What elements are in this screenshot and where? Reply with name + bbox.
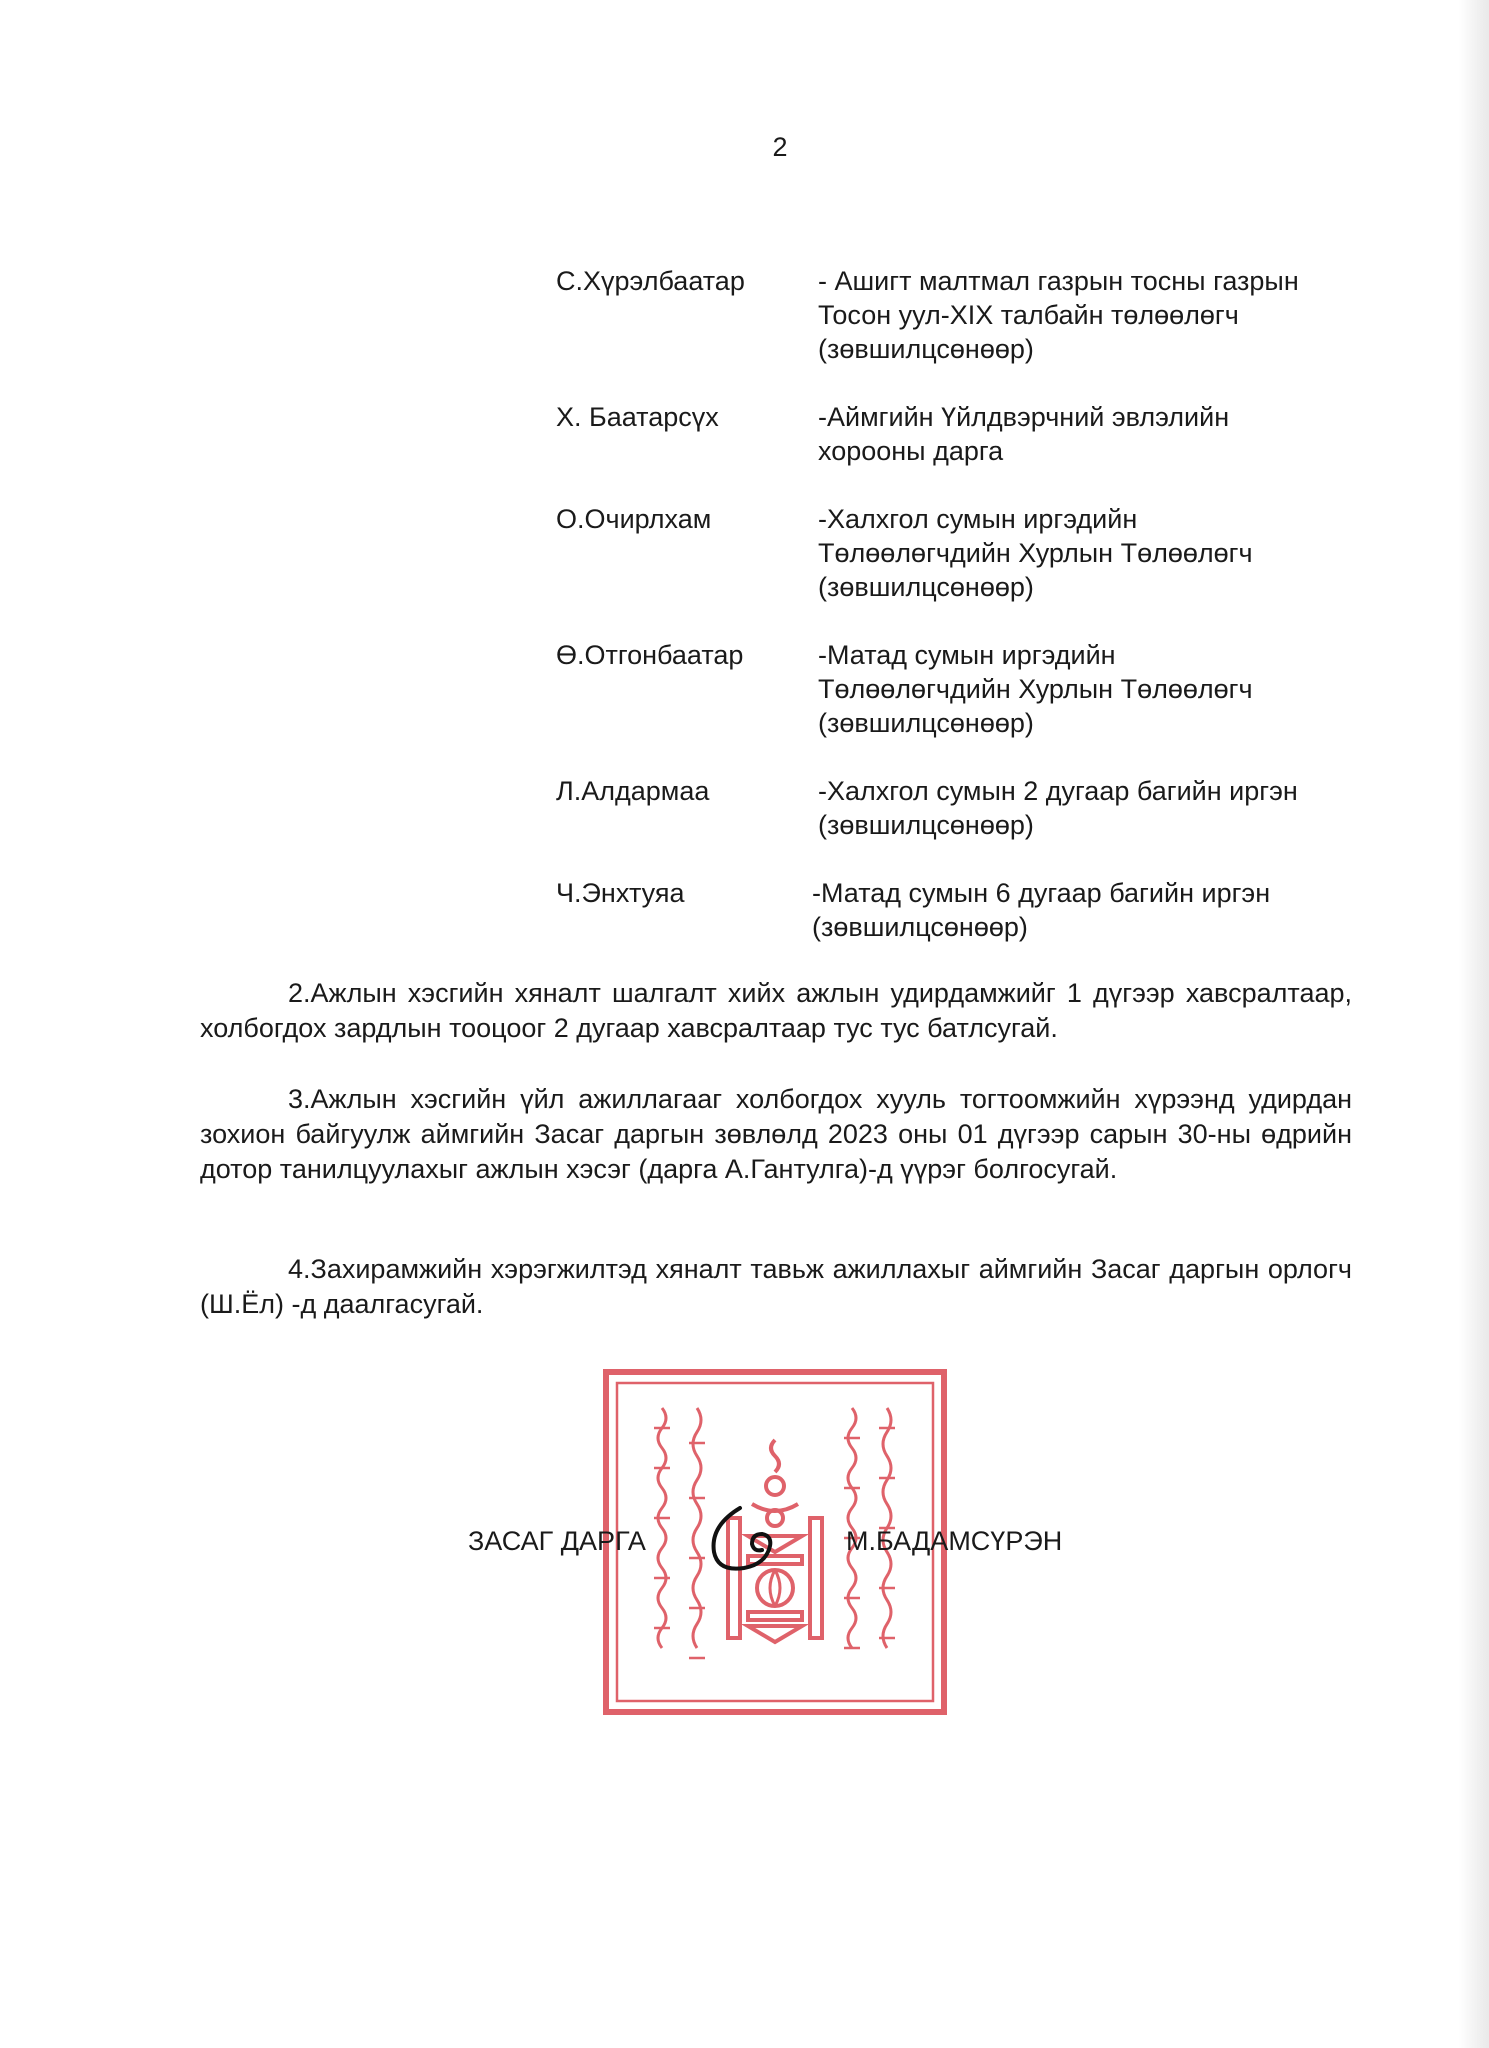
- member-role-line: Төлөөлөгчдийн Хурлын Төлөөлөгч: [818, 538, 1253, 568]
- member-role-line: -Аймгийн Үйлдвэрчний эвлэлийн: [818, 402, 1230, 432]
- member-row: [556, 774, 1376, 842]
- member-role: [818, 400, 1376, 468]
- member-role: [818, 774, 1376, 842]
- member-role: [818, 502, 1376, 604]
- member-role-line: -Матад сумын иргэдийн: [818, 640, 1116, 670]
- member-role-line: (зөвшилцсөнөөр): [818, 810, 1034, 840]
- member-role-line: -Матад сумын 6 дугаар багийн иргэн: [812, 878, 1271, 908]
- member-name: О.Очирлхам: [556, 504, 712, 534]
- member-role-line: Төлөөлөгчдийн Хурлын Төлөөлөгч: [818, 674, 1253, 704]
- member-row: [556, 400, 1376, 468]
- member-role: [812, 876, 1376, 944]
- signatory-title: ЗАСАГ ДАРГА: [468, 1526, 646, 1556]
- member-role-line: (зөвшилцсөнөөр): [818, 572, 1034, 602]
- member-role: [818, 264, 1376, 366]
- member-name: Ч.Энхтуяа: [556, 878, 685, 908]
- paragraph-item-3: 3.Ажлын хэсгийн үйл ажиллагааг холбогдох хууль тогтоомжийн хүрээнд удирдан зохион байгуулж аймгийн Засаг даргын зөвлөлд 2023 оны 01 дүгээр сарын 30-ны өдрийн дотор танилцуулахыг ажлын хэсэг (дарга А.Гантулга)-д үүрэг болгосугай.: [200, 1084, 1352, 1184]
- paragraph-item-4: 4.Захирамжийн хэрэгжилтэд хяналт тавьж ажиллахыг аймгийн Засаг даргын орлогч (Ш.Ёл) -д даалгасугай.: [200, 1254, 1352, 1319]
- handwritten-signature: [700, 1500, 790, 1580]
- member-name: Л.Алдармаа: [556, 776, 710, 806]
- member-name: С.Хүрэлбаатар: [556, 266, 745, 296]
- member-role-line: - Ашигт малтмал газрын тосны газрын: [818, 266, 1299, 296]
- member-role-line: -Халхгол сумын иргэдийн: [818, 504, 1138, 534]
- signatory-name: М.БАДАМСҮРЭН: [846, 1526, 1063, 1556]
- member-row: [556, 638, 1376, 740]
- member-name: Х. Баатарсүх: [556, 402, 719, 432]
- member-role-line: Тосон уул-XIX талбайн төлөөлөгч: [818, 300, 1239, 330]
- member-list: [556, 264, 1376, 978]
- member-row: [556, 264, 1376, 366]
- member-role-line: хорооны дарга: [818, 436, 1004, 466]
- page-edge-shadow: [1459, 0, 1489, 2048]
- member-role-line: (зөвшилцсөнөөр): [812, 912, 1028, 942]
- member-row: [556, 876, 1376, 944]
- page-number: 2: [772, 132, 788, 162]
- member-row: [556, 502, 1376, 604]
- member-role-line: (зөвшилцсөнөөр): [818, 708, 1034, 738]
- paragraph-item-2: 2.Ажлын хэсгийн хяналт шалгалт хийх ажлын удирдамжийг 1 дүгээр хавсралтаар, холбогдох зардлын тооцоог 2 дугаар хавсралтаар тус тус батлсугай.: [200, 978, 1352, 1043]
- member-name: Ө.Отгонбаатар: [556, 640, 744, 670]
- member-role-line: -Халхгол сумын 2 дугаар багийн иргэн: [818, 776, 1298, 806]
- member-role-line: (зөвшилцсөнөөр): [818, 334, 1034, 364]
- member-role: [818, 638, 1376, 740]
